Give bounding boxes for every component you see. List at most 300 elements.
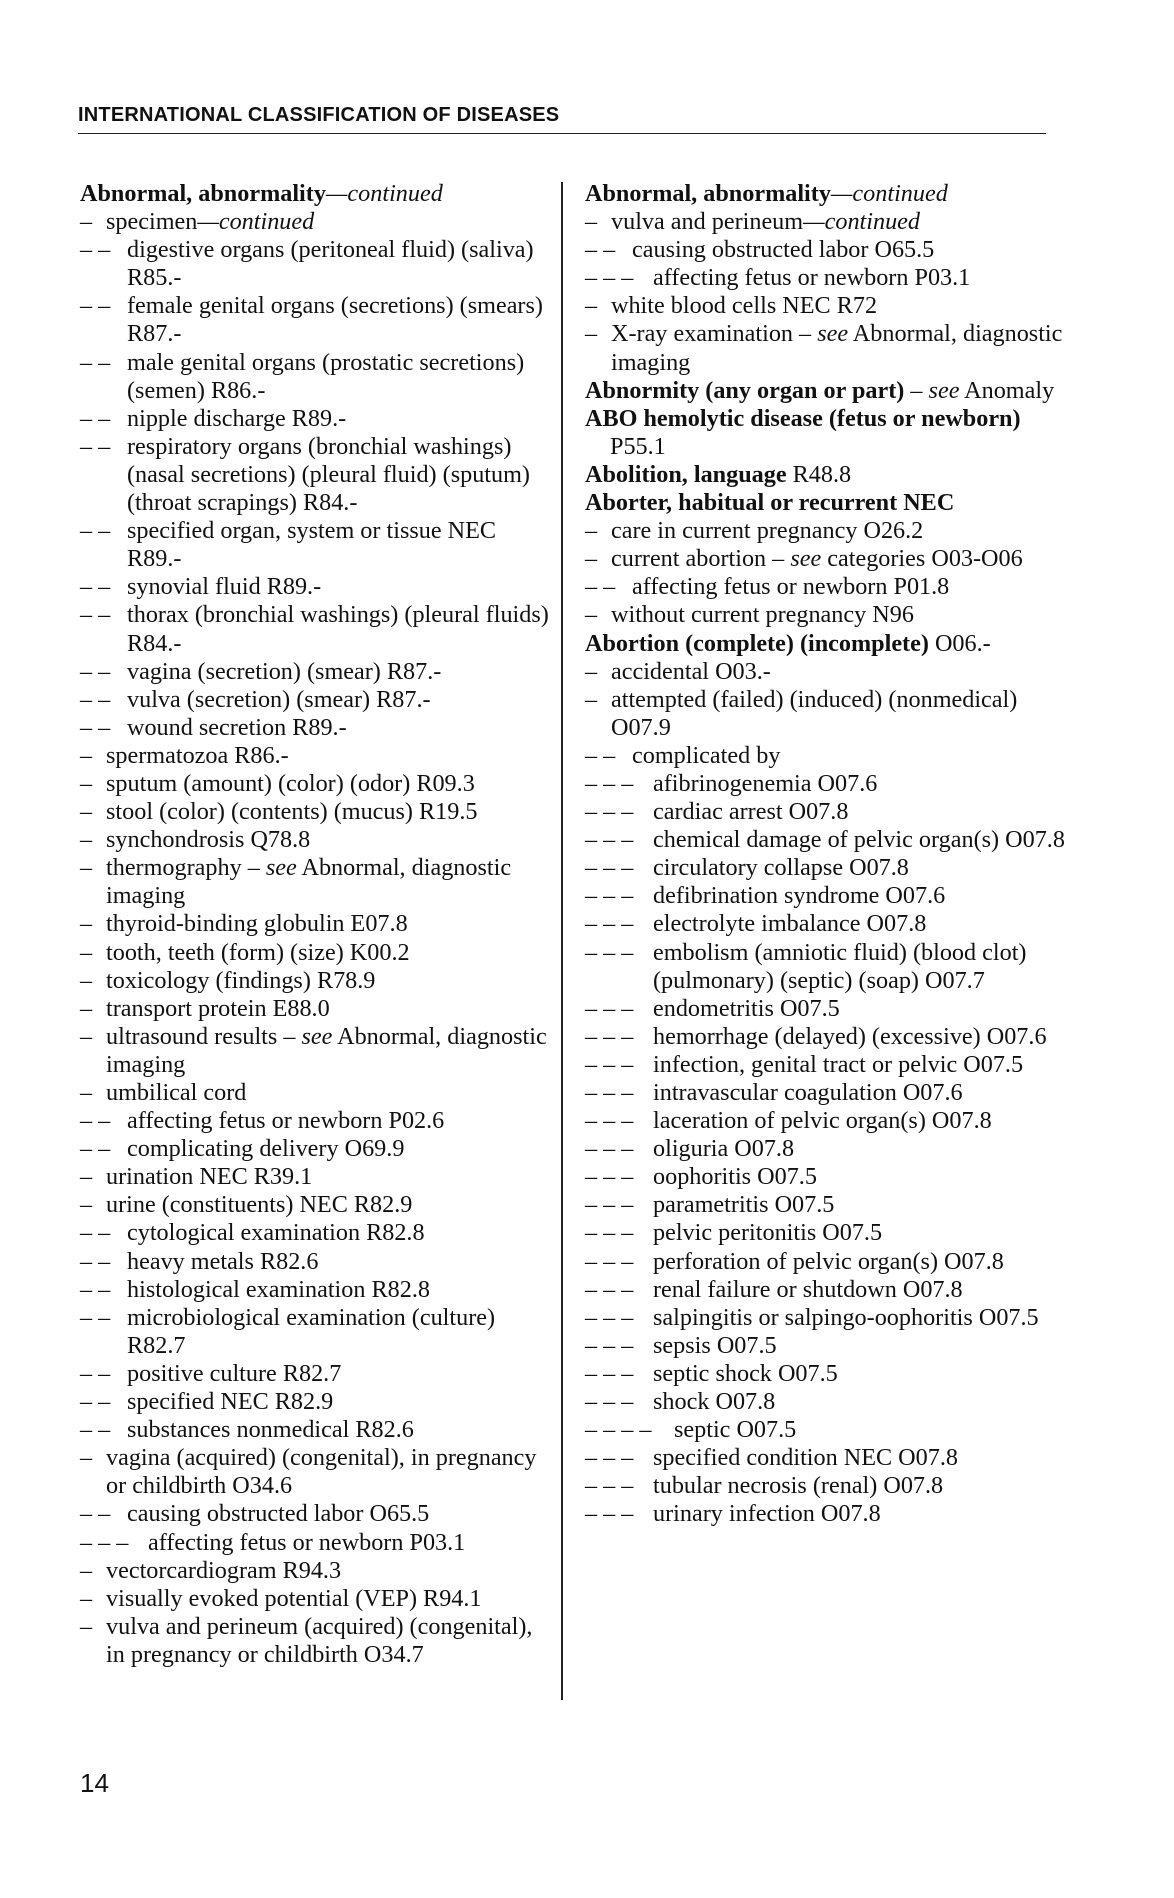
index-subterm xyxy=(585,1332,1065,1360)
entry-text xyxy=(127,405,346,432)
entry-label: intravascular coagulation O07.6 xyxy=(653,1079,963,1106)
entry-text xyxy=(127,1135,404,1162)
entry-label: hemorrhage (delayed) (excessive) O07.6 xyxy=(653,1022,1047,1050)
level-dash: – – – xyxy=(585,938,634,966)
entry-label: urinary infection O07.8 xyxy=(653,1500,881,1528)
index-subterm xyxy=(80,1304,552,1360)
entry-label: synchondrosis Q78.8 xyxy=(106,826,311,854)
see-reference: see xyxy=(817,320,849,348)
index-subterm xyxy=(80,1135,552,1163)
entry-label: pelvic peritonitis O07.5 xyxy=(653,1219,883,1247)
index-subterm xyxy=(80,939,552,967)
entry-text xyxy=(585,461,851,488)
main-term-label: ABO hemolytic disease (fetus or newborn) xyxy=(585,404,1021,432)
entry-label: heavy metals R82.6 xyxy=(127,1247,319,1275)
continued-label: —continued xyxy=(325,180,443,207)
level-dash: – – xyxy=(80,1275,111,1303)
entry-label: specified condition NEC O07.8 xyxy=(653,1444,958,1472)
index-main-term xyxy=(585,405,1065,461)
entry-text xyxy=(653,1388,775,1415)
entry-text xyxy=(585,405,1021,460)
entry-text xyxy=(632,573,949,600)
entry-text xyxy=(106,742,289,769)
index-subterm xyxy=(80,433,552,517)
entry-text xyxy=(106,1557,341,1584)
entry-text xyxy=(653,1079,963,1106)
entry-text xyxy=(106,208,314,235)
entry-label: specimen xyxy=(106,208,198,236)
index-subterm xyxy=(585,1135,1065,1163)
entry-label: complicated by xyxy=(632,741,781,769)
entry-label: specified organ, system or tissue NEC R89.- xyxy=(127,517,497,573)
entry-label: septic O07.5 xyxy=(674,1416,797,1444)
level-dash: – – xyxy=(80,657,111,685)
main-term-label: Aborter, habitual or recurrent NEC xyxy=(585,489,955,517)
index-subterm xyxy=(585,1079,1065,1107)
entry-label: vectorcardiogram R94.3 xyxy=(106,1556,342,1584)
index-subterm xyxy=(585,1304,1065,1332)
entry-text xyxy=(653,1107,992,1134)
index-subterm xyxy=(585,1388,1065,1416)
level-dash: – xyxy=(80,1444,93,1472)
index-subterm xyxy=(80,770,552,798)
level-dash: – – xyxy=(585,741,616,769)
entry-label: vulva (secretion) (smear) R87.- xyxy=(127,685,431,713)
level-dash: – xyxy=(80,798,93,826)
index-subterm xyxy=(585,573,1065,601)
entry-label: microbiological examination (culture) R82.7 xyxy=(127,1303,496,1359)
entry-label: causing obstructed labor O65.5 xyxy=(632,236,935,264)
entry-text xyxy=(127,1416,414,1443)
entry-text xyxy=(106,1163,312,1190)
level-dash: – – – xyxy=(585,769,634,797)
entry-text xyxy=(653,995,840,1022)
entry-label: shock O07.8 xyxy=(653,1388,776,1416)
entry-label: white blood cells NEC R72 xyxy=(611,292,878,320)
level-dash: – xyxy=(585,208,598,236)
index-subterm xyxy=(80,1276,552,1304)
index-subterm xyxy=(80,1500,552,1528)
entry-label: female genital organs (secretions) (smears) R87.- xyxy=(127,292,543,348)
entry-label: tooth, teeth (form) (size) K00.2 xyxy=(106,938,410,966)
entry-text xyxy=(653,1191,834,1218)
see-reference: see xyxy=(790,545,822,573)
entry-text xyxy=(585,180,948,207)
entry-text xyxy=(106,995,330,1022)
level-dash: – – – xyxy=(585,1444,634,1472)
entry-text xyxy=(106,798,477,825)
entry-label: – xyxy=(904,376,929,404)
index-subterm xyxy=(585,798,1065,826)
level-dash: – – xyxy=(80,432,111,460)
entry-text xyxy=(127,1219,425,1246)
level-dash: – – – xyxy=(585,1275,634,1303)
index-subterm xyxy=(585,1051,1065,1079)
index-subterm xyxy=(80,1416,552,1444)
level-dash: – xyxy=(80,1556,93,1584)
running-header: INTERNATIONAL CLASSIFICATION OF DISEASES xyxy=(78,104,1046,134)
index-subterm xyxy=(585,320,1065,376)
entry-text xyxy=(653,1360,838,1387)
entry-label: current abortion – xyxy=(611,545,791,573)
level-dash: – – xyxy=(80,601,111,629)
entry-label: embolism (amniotic fluid) (blood clot) (pulmonary) (septic) (soap) O07.7 xyxy=(653,938,1027,994)
entry-label: cytological examination R82.8 xyxy=(127,1219,425,1247)
index-subterm xyxy=(80,798,552,826)
index-subterm xyxy=(585,601,1065,629)
index-column-right xyxy=(585,180,1065,1529)
level-dash: – xyxy=(80,741,93,769)
level-dash: – – – xyxy=(585,1107,634,1135)
index-subterm xyxy=(80,517,552,573)
level-dash: – xyxy=(585,657,598,685)
index-subterm xyxy=(80,658,552,686)
index-subterm xyxy=(80,1191,552,1219)
entry-label: X-ray examination – xyxy=(611,320,818,348)
level-dash: – – – xyxy=(585,826,634,854)
entry-label: toxicology (findings) R78.9 xyxy=(106,966,376,994)
entry-label: transport protein E88.0 xyxy=(106,994,330,1022)
entry-text xyxy=(653,1051,1023,1078)
level-dash: – – – xyxy=(585,1135,634,1163)
index-subterm xyxy=(80,208,552,236)
level-dash: – – – xyxy=(585,882,634,910)
entry-text xyxy=(653,1276,963,1303)
index-main-term xyxy=(585,489,1065,517)
entry-label: complicating delivery O69.9 xyxy=(127,1135,405,1163)
level-dash: – – xyxy=(80,1135,111,1163)
entry-text xyxy=(611,658,771,685)
entry-label: parametritis O07.5 xyxy=(653,1191,835,1219)
entry-label: laceration of pelvic organ(s) O07.8 xyxy=(653,1107,992,1135)
entry-label: thorax (bronchial washings) (pleural fluids) R84.- xyxy=(127,601,549,657)
cross-reference-target: Anomaly xyxy=(959,376,1055,404)
index-subterm xyxy=(585,1360,1065,1388)
level-dash: – xyxy=(80,769,93,797)
level-dash: – – – – xyxy=(585,1416,652,1444)
level-dash: – – xyxy=(80,1247,111,1275)
index-subterm xyxy=(80,686,552,714)
entry-text xyxy=(653,1444,958,1471)
index-subterm xyxy=(585,264,1065,292)
entry-label: vagina (acquired) (congenital), in pregnancy or childbirth O34.6 xyxy=(106,1444,537,1500)
entry-text xyxy=(611,320,1062,375)
continued-label: —continued xyxy=(830,180,948,207)
level-dash: – – – xyxy=(585,1472,634,1500)
level-dash: – – xyxy=(80,1500,111,1528)
entry-text xyxy=(653,939,1027,994)
level-dash: – – – xyxy=(80,1528,129,1556)
index-subterm xyxy=(80,742,552,770)
level-dash: – – xyxy=(80,573,111,601)
entry-text xyxy=(106,826,310,853)
entry-label: endometritis O07.5 xyxy=(653,994,840,1022)
entry-label: affecting fetus or newborn P03.1 xyxy=(148,1528,466,1556)
level-dash: – – xyxy=(80,517,111,545)
entry-text xyxy=(611,517,923,544)
entry-text xyxy=(127,1360,341,1387)
level-dash: – – – xyxy=(585,1191,634,1219)
index-subterm xyxy=(80,1388,552,1416)
index-subterm xyxy=(80,967,552,995)
entry-label: histological examination R82.8 xyxy=(127,1275,430,1303)
index-main-term xyxy=(585,377,1065,405)
index-subterm xyxy=(80,236,552,292)
index-subterm xyxy=(80,1248,552,1276)
index-subterm xyxy=(80,1023,552,1079)
index-main-term xyxy=(585,630,1065,658)
entry-label: P55.1 xyxy=(610,432,666,460)
entry-text xyxy=(127,292,543,347)
cross-reference-target: Abnormal, diagnostic imaging xyxy=(611,320,1063,376)
main-term-label: Abnormal, abnormality xyxy=(80,180,326,207)
index-subterm xyxy=(80,1585,552,1613)
index-main-term xyxy=(80,180,552,208)
entry-text xyxy=(611,686,1017,741)
index-subterm xyxy=(585,1163,1065,1191)
entry-label: positive culture R82.7 xyxy=(127,1359,342,1387)
entry-text xyxy=(127,714,347,741)
entry-text xyxy=(127,1248,318,1275)
index-subterm xyxy=(585,1023,1065,1051)
level-dash: – xyxy=(80,966,93,994)
entry-text xyxy=(585,630,991,657)
entry-text xyxy=(106,1191,412,1218)
entry-label: renal failure or shutdown O07.8 xyxy=(653,1275,963,1303)
index-subterm xyxy=(585,1107,1065,1135)
entry-label: oophoritis O07.5 xyxy=(653,1163,817,1191)
index-main-term xyxy=(585,461,1065,489)
entry-label: sputum (amount) (color) (odor) R09.3 xyxy=(106,769,475,797)
entry-text xyxy=(611,545,1023,572)
entry-text xyxy=(611,208,920,235)
level-dash: – xyxy=(80,1584,93,1612)
entry-label: chemical damage of pelvic organ(s) O07.8 xyxy=(653,826,1065,854)
entry-label: perforation of pelvic organ(s) O07.8 xyxy=(653,1247,1004,1275)
entry-text xyxy=(653,264,970,291)
entry-text xyxy=(127,1388,333,1415)
index-subterm xyxy=(80,854,552,910)
index-subterm xyxy=(80,1163,552,1191)
level-dash: – – – xyxy=(585,1500,634,1528)
level-dash: – – xyxy=(80,1219,111,1247)
level-dash: – xyxy=(80,910,93,938)
level-dash: – – – xyxy=(585,1079,634,1106)
cross-reference-target: Abnormal, diagnostic imaging xyxy=(106,854,512,910)
level-dash: – xyxy=(585,292,598,320)
level-dash: – xyxy=(585,601,598,629)
entry-label: vulva and perineum xyxy=(611,208,804,236)
index-subterm xyxy=(80,1613,552,1669)
entry-label: sepsis O07.5 xyxy=(653,1331,777,1359)
entry-label: synovial fluid R89.- xyxy=(127,573,322,601)
entry-label: without current pregnancy N96 xyxy=(611,601,914,629)
index-subterm xyxy=(585,292,1065,320)
entry-label: salpingitis or salpingo-oophoritis O07.5 xyxy=(653,1303,1039,1331)
entry-text xyxy=(653,1023,1047,1050)
entry-label: umbilical cord xyxy=(106,1079,247,1106)
index-subterm xyxy=(585,658,1065,686)
entry-text xyxy=(653,854,909,881)
entry-label: visually evoked potential (VEP) R94.1 xyxy=(106,1584,482,1612)
level-dash: – xyxy=(80,1191,93,1219)
level-dash: – xyxy=(585,320,598,348)
entry-label: spermatozoa R86.- xyxy=(106,741,289,769)
index-subterm xyxy=(585,686,1065,742)
entry-text xyxy=(127,573,321,600)
entry-text xyxy=(127,236,534,291)
entry-label: male genital organs (prostatic secretions) (semen) R86.- xyxy=(127,348,525,404)
entry-label: septic shock O07.5 xyxy=(653,1359,838,1387)
entry-text xyxy=(653,910,926,937)
level-dash: – – – xyxy=(585,1247,634,1275)
level-dash: – – – xyxy=(585,854,634,882)
entry-text xyxy=(127,349,524,404)
level-dash: – – – xyxy=(585,910,634,938)
level-dash: – xyxy=(80,1163,93,1191)
index-subterm xyxy=(80,1444,552,1500)
cross-reference-target: categories O03-O06 xyxy=(821,545,1023,573)
entry-label: ultrasound results – xyxy=(106,1022,302,1050)
entry-label: oliguria O07.8 xyxy=(653,1135,795,1163)
entry-label: care in current pregnancy O26.2 xyxy=(611,517,924,545)
level-dash: – xyxy=(80,826,93,854)
index-subterm xyxy=(80,349,552,405)
entry-text xyxy=(127,686,431,713)
entry-label: affecting fetus or newborn P03.1 xyxy=(653,264,971,292)
entry-text xyxy=(653,1500,881,1527)
level-dash: – – – xyxy=(585,1388,634,1416)
index-subterm xyxy=(80,1529,552,1557)
entry-label: tubular necrosis (renal) O07.8 xyxy=(653,1472,944,1500)
index-subterm xyxy=(585,882,1065,910)
entry-label: thyroid-binding globulin E07.8 xyxy=(106,910,408,938)
entry-text xyxy=(653,1219,882,1246)
level-dash: – xyxy=(80,1612,93,1640)
level-dash: – – – xyxy=(585,1022,634,1050)
index-subterm xyxy=(585,826,1065,854)
index-subterm xyxy=(80,292,552,348)
level-dash: – – – xyxy=(585,1331,634,1359)
entry-text xyxy=(106,854,511,909)
entry-label: vagina (secretion) (smear) R87.- xyxy=(127,657,442,685)
level-dash: – – – xyxy=(585,264,634,292)
entry-text xyxy=(127,1276,430,1303)
level-dash: – – – xyxy=(585,1163,634,1191)
entry-label: respiratory organs (bronchial washings) (nasal secretions) (pleural fluid) (sputum) (throat scrapings) R84.- xyxy=(127,432,530,517)
entry-label: afibrinogenemia O07.6 xyxy=(653,769,878,797)
entry-label: circulatory collapse O07.8 xyxy=(653,854,909,882)
entry-label: cardiac arrest O07.8 xyxy=(653,798,849,826)
entry-label: nipple discharge R89.- xyxy=(127,404,347,432)
level-dash: – xyxy=(585,545,598,573)
index-subterm xyxy=(585,742,1065,770)
entry-text xyxy=(127,517,496,572)
entry-label: digestive organs (peritoneal fluid) (saliva) R85.- xyxy=(127,236,534,292)
index-subterm xyxy=(585,1219,1065,1247)
entry-text xyxy=(127,433,530,516)
level-dash: – – xyxy=(80,685,111,713)
entry-text xyxy=(585,489,954,516)
index-subterm xyxy=(585,910,1065,938)
entry-label: specified NEC R82.9 xyxy=(127,1388,334,1416)
level-dash: – – – xyxy=(585,798,634,826)
entry-label: affecting fetus or newborn P02.6 xyxy=(127,1107,445,1135)
entry-label: urination NEC R39.1 xyxy=(106,1163,313,1191)
entry-text xyxy=(653,1472,943,1499)
level-dash: – – xyxy=(80,404,111,432)
index-subterm xyxy=(585,1248,1065,1276)
entry-text xyxy=(674,1416,796,1443)
level-dash: – xyxy=(80,1079,93,1106)
index-subterm xyxy=(585,1472,1065,1500)
index-subterm xyxy=(80,1360,552,1388)
entry-text xyxy=(106,967,375,994)
index-subterm xyxy=(80,1219,552,1247)
entry-text xyxy=(80,180,443,207)
entry-text xyxy=(632,742,780,769)
see-reference: see xyxy=(301,1022,333,1050)
level-dash: – – xyxy=(80,1107,111,1135)
see-reference: see xyxy=(265,854,297,882)
entry-text xyxy=(106,1444,536,1499)
see-reference: see xyxy=(928,376,960,404)
level-dash: – xyxy=(585,517,598,545)
index-subterm xyxy=(585,939,1065,995)
level-dash: – – xyxy=(585,236,616,264)
entry-text xyxy=(127,658,441,685)
entry-text xyxy=(653,826,1065,853)
entry-label: infection, genital tract or pelvic O07.5 xyxy=(653,1050,1024,1078)
entry-label: R48.8 xyxy=(786,460,852,488)
index-subterm xyxy=(585,208,1065,236)
level-dash: – xyxy=(80,938,93,966)
level-dash: – xyxy=(585,685,598,713)
entry-label: substances nonmedical R82.6 xyxy=(127,1416,414,1444)
entry-text xyxy=(632,236,934,263)
entry-label: accidental O03.- xyxy=(611,657,771,685)
level-dash: – – – xyxy=(585,1050,634,1078)
entry-text xyxy=(585,377,1054,404)
index-subterm xyxy=(80,826,552,854)
index-subterm xyxy=(80,573,552,601)
entry-text xyxy=(106,1023,547,1078)
entry-text xyxy=(653,882,945,909)
entry-label: O06.- xyxy=(928,629,991,657)
entry-label: attempted (failed) (induced) (nonmedical) O07.9 xyxy=(611,685,1018,741)
entry-text xyxy=(106,1613,532,1668)
level-dash: – – xyxy=(585,573,616,601)
index-subterm xyxy=(585,1500,1065,1528)
index-subterm xyxy=(585,1416,1065,1444)
level-dash: – xyxy=(80,994,93,1022)
entry-text xyxy=(653,770,877,797)
entry-text xyxy=(653,1163,817,1190)
entry-text xyxy=(106,770,475,797)
entry-text xyxy=(611,601,914,628)
entry-label: vulva and perineum (acquired) (congenital), in pregnancy or childbirth O34.7 xyxy=(106,1612,533,1668)
entry-text xyxy=(611,292,877,319)
level-dash: – – xyxy=(80,1359,111,1387)
cross-reference-target: Abnormal, diagnostic imaging xyxy=(106,1022,547,1078)
index-subterm xyxy=(585,854,1065,882)
index-subterm xyxy=(585,995,1065,1023)
entry-text xyxy=(148,1529,465,1556)
main-term-label: Abortion (complete) (incomplete) xyxy=(585,629,929,657)
entry-label: causing obstructed labor O65.5 xyxy=(127,1500,430,1528)
entry-text xyxy=(127,1304,495,1359)
entry-label: stool (color) (contents) (mucus) R19.5 xyxy=(106,798,478,826)
